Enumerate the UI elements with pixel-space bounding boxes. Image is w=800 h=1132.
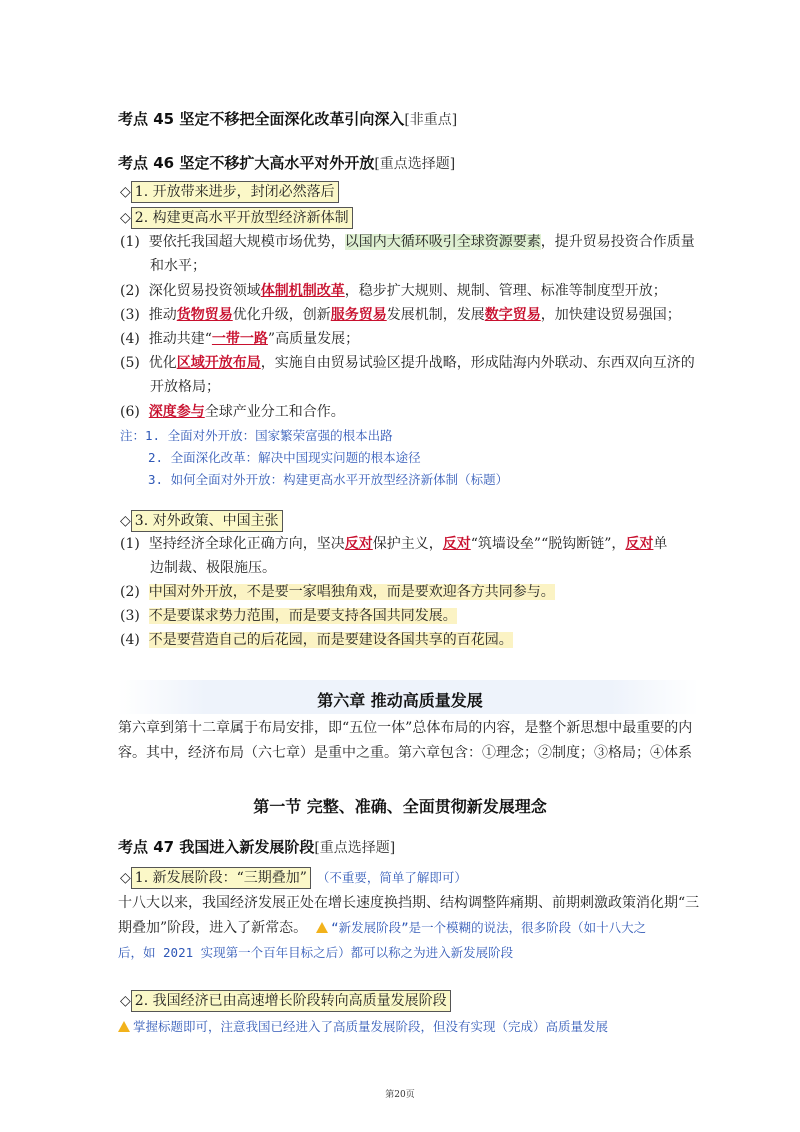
diamond-icon: ◇ bbox=[120, 993, 131, 1009]
point-5 bbox=[120, 351, 695, 375]
point-1-highlight: 以国内大循环吸引全球资源要素 bbox=[344, 234, 541, 250]
point-5-cont: 开放格局； bbox=[150, 379, 220, 395]
policy-3-num: (3) bbox=[120, 608, 140, 624]
point-5-keyword: 区域开放布局 bbox=[176, 355, 261, 371]
policy-1 bbox=[120, 532, 667, 556]
policy-3-text: 不是要谋求势力范围，而是要支持各国共同发展。 bbox=[148, 608, 457, 624]
point-4-num: (4) bbox=[120, 331, 140, 347]
policy-4-text: 不是要营造自己的后花园，而是要建设各国共享的百花园。 bbox=[148, 632, 513, 648]
topic-1-warning-1: “新发展阶段”是一个模糊的说法，很多阶段（如十八大之 bbox=[331, 920, 647, 935]
point-2-keyword: 体制机制改革 bbox=[260, 283, 345, 299]
policy-1-cont: 边制裁、极限施压。 bbox=[150, 560, 276, 576]
note-1: 注：1. 全面对外开放：国家繁荣富强的根本出路 bbox=[120, 428, 393, 443]
policy-1-keyword-2: 反对 bbox=[442, 536, 471, 552]
point-6-keyword: 深度参与 bbox=[148, 404, 205, 420]
diamond-icon: ◇ bbox=[120, 184, 131, 200]
point-2 bbox=[120, 279, 667, 303]
policy-2-num: (2) bbox=[120, 584, 140, 600]
point-4-keyword: 一带一路 bbox=[211, 331, 268, 347]
point-5-text-b: ，实施自由贸易试验区提升战略，形成陆海内外联动、东西双向互济的 bbox=[260, 355, 695, 371]
kaodian-47-heading bbox=[118, 836, 395, 857]
policy-1-text-a: 坚持经济全球化正确方向，坚决 bbox=[148, 536, 345, 552]
warning-icon bbox=[118, 1021, 130, 1032]
point-6-text: 全球产业分工和合作。 bbox=[204, 404, 345, 420]
policy-4-num: (4) bbox=[120, 632, 140, 648]
point-1-num: (1) bbox=[120, 234, 140, 250]
point-3 bbox=[120, 303, 681, 327]
point-3-keyword-3: 数字贸易 bbox=[484, 307, 541, 323]
topic-2-warning bbox=[118, 1016, 608, 1035]
point-2-text-b: ，稳步扩大规则、规制、管理、标准等制度型开放； bbox=[344, 283, 667, 299]
point-2-num: (2) bbox=[120, 283, 140, 299]
kaodian-45-heading bbox=[118, 108, 457, 129]
topic-2 bbox=[120, 990, 451, 1012]
policy-3 bbox=[120, 604, 457, 628]
subheading-3-label: 3. 对外政策、中国主张 bbox=[131, 510, 283, 532]
point-4 bbox=[120, 327, 359, 351]
topic-2-warning-text: 掌握标题即可，注意我国已经进入了高质量发展阶段，但没有实现（完成）高质量发展 bbox=[133, 1019, 609, 1034]
point-6 bbox=[120, 400, 345, 424]
point-5-num: (5) bbox=[120, 355, 140, 371]
point-4-text-b: ”高质量发展； bbox=[267, 331, 360, 347]
policy-1-text-d: 单 bbox=[653, 536, 668, 552]
point-2-text-a: 深化贸易投资领域 bbox=[148, 283, 261, 299]
note-3: 3. 如何全面对外开放：构建更高水平开放型经济新体制（标题） bbox=[148, 472, 509, 487]
point-3-text-c: 发展机制，发展 bbox=[386, 307, 485, 323]
point-3-text-d: ，加快建设贸易强国； bbox=[540, 307, 681, 323]
policy-1-text-c: “筑墙设垒”“脱钩断链”， bbox=[470, 536, 626, 552]
section-1-title: 第一节 完整、准确、全面贯彻新发展理念 bbox=[253, 797, 547, 816]
kaodian-45-tag: [非重点] bbox=[404, 112, 458, 128]
policy-1-text-b: 保护主义， bbox=[372, 536, 443, 552]
topic-1-para-line-1: 十八大以来，我国经济发展正处在增长速度换挡期、结构调整阵痛期、前期刺激政策消化期“三 bbox=[118, 895, 700, 911]
point-3-num: (3) bbox=[120, 307, 140, 323]
policy-1-num: (1) bbox=[120, 536, 140, 552]
subheading-1-label: 1. 开放带来进步，封闭必然落后 bbox=[131, 181, 339, 203]
point-1-text-a: 要依托我国超大规模市场优势， bbox=[148, 234, 345, 250]
note-2: 2. 全面深化改革：解决中国现实问题的根本途径 bbox=[148, 450, 421, 465]
subheading-3 bbox=[120, 510, 283, 532]
diamond-icon: ◇ bbox=[120, 870, 131, 886]
policy-4 bbox=[120, 628, 513, 652]
point-6-num: (6) bbox=[120, 404, 140, 420]
chapter-6-intro-line-1: 第六章到第十二章属于布局安排，即“五位一体”总体布局的内容，是整个新思想中最重要的内 bbox=[118, 720, 693, 736]
policy-2-text: 中国对外开放，不是要一家唱独角戏，而是要欢迎各方共同参与。 bbox=[148, 584, 555, 600]
point-3-keyword-1: 货物贸易 bbox=[176, 307, 233, 323]
warning-icon bbox=[316, 922, 328, 933]
point-1 bbox=[120, 230, 695, 254]
subheading-2 bbox=[120, 207, 353, 229]
point-1-cont: 和水平； bbox=[150, 258, 206, 274]
point-3-keyword-2: 服务贸易 bbox=[330, 307, 387, 323]
policy-1-keyword-1: 反对 bbox=[344, 536, 373, 552]
topic-1-label: 1. 新发展阶段：“三期叠加” bbox=[131, 867, 311, 889]
kaodian-46-tag: [重点选择题] bbox=[374, 156, 456, 172]
chapter-6-title: 第六章 推动高质量发展 bbox=[317, 691, 483, 710]
topic-1-para-line-2 bbox=[118, 916, 646, 940]
kaodian-46-title: 考点 46 坚定不移扩大高水平对外开放 bbox=[118, 154, 375, 172]
point-1-text-b: ，提升贸易投资合作质量 bbox=[540, 234, 695, 250]
policy-2 bbox=[120, 580, 555, 604]
kaodian-47-title: 考点 47 我国进入新发展阶段 bbox=[118, 838, 315, 856]
subheading-2-label: 2. 构建更高水平开放型经济新体制 bbox=[131, 207, 353, 229]
point-3-text-b: 优化升级，创新 bbox=[232, 307, 331, 323]
kaodian-46-heading bbox=[118, 152, 455, 173]
topic-1 bbox=[120, 867, 467, 889]
topic-1-note: （不重要，简单了解即可） bbox=[316, 870, 467, 885]
point-4-text-a: 推动共建“ bbox=[148, 331, 212, 347]
point-5-text-a: 优化 bbox=[148, 355, 177, 371]
topic-1-warning-2: 后，如 2021 实现第一个百年目标之后）都可以称之为进入新发展阶段 bbox=[118, 945, 514, 960]
topic-1-para-text: 期叠加”阶段，进入了新常态。 bbox=[118, 920, 308, 936]
subheading-1 bbox=[120, 181, 339, 203]
point-3-text-a: 推动 bbox=[148, 307, 177, 323]
kaodian-47-tag: [重点选择题] bbox=[314, 840, 396, 856]
diamond-icon: ◇ bbox=[120, 513, 131, 529]
policy-1-keyword-3: 反对 bbox=[625, 536, 654, 552]
topic-2-label: 2. 我国经济已由高速增长阶段转向高质量发展阶段 bbox=[131, 990, 451, 1012]
chapter-6-intro-line-2: 容。其中，经济布局（六七章）是重中之重。第六章包含：①理念；②制度；③格局；④体系 bbox=[118, 745, 692, 761]
diamond-icon: ◇ bbox=[120, 210, 131, 226]
kaodian-45-title: 考点 45 坚定不移把全面深化改革引向深入 bbox=[118, 110, 405, 128]
page-number: 第20页 bbox=[385, 1090, 415, 1100]
